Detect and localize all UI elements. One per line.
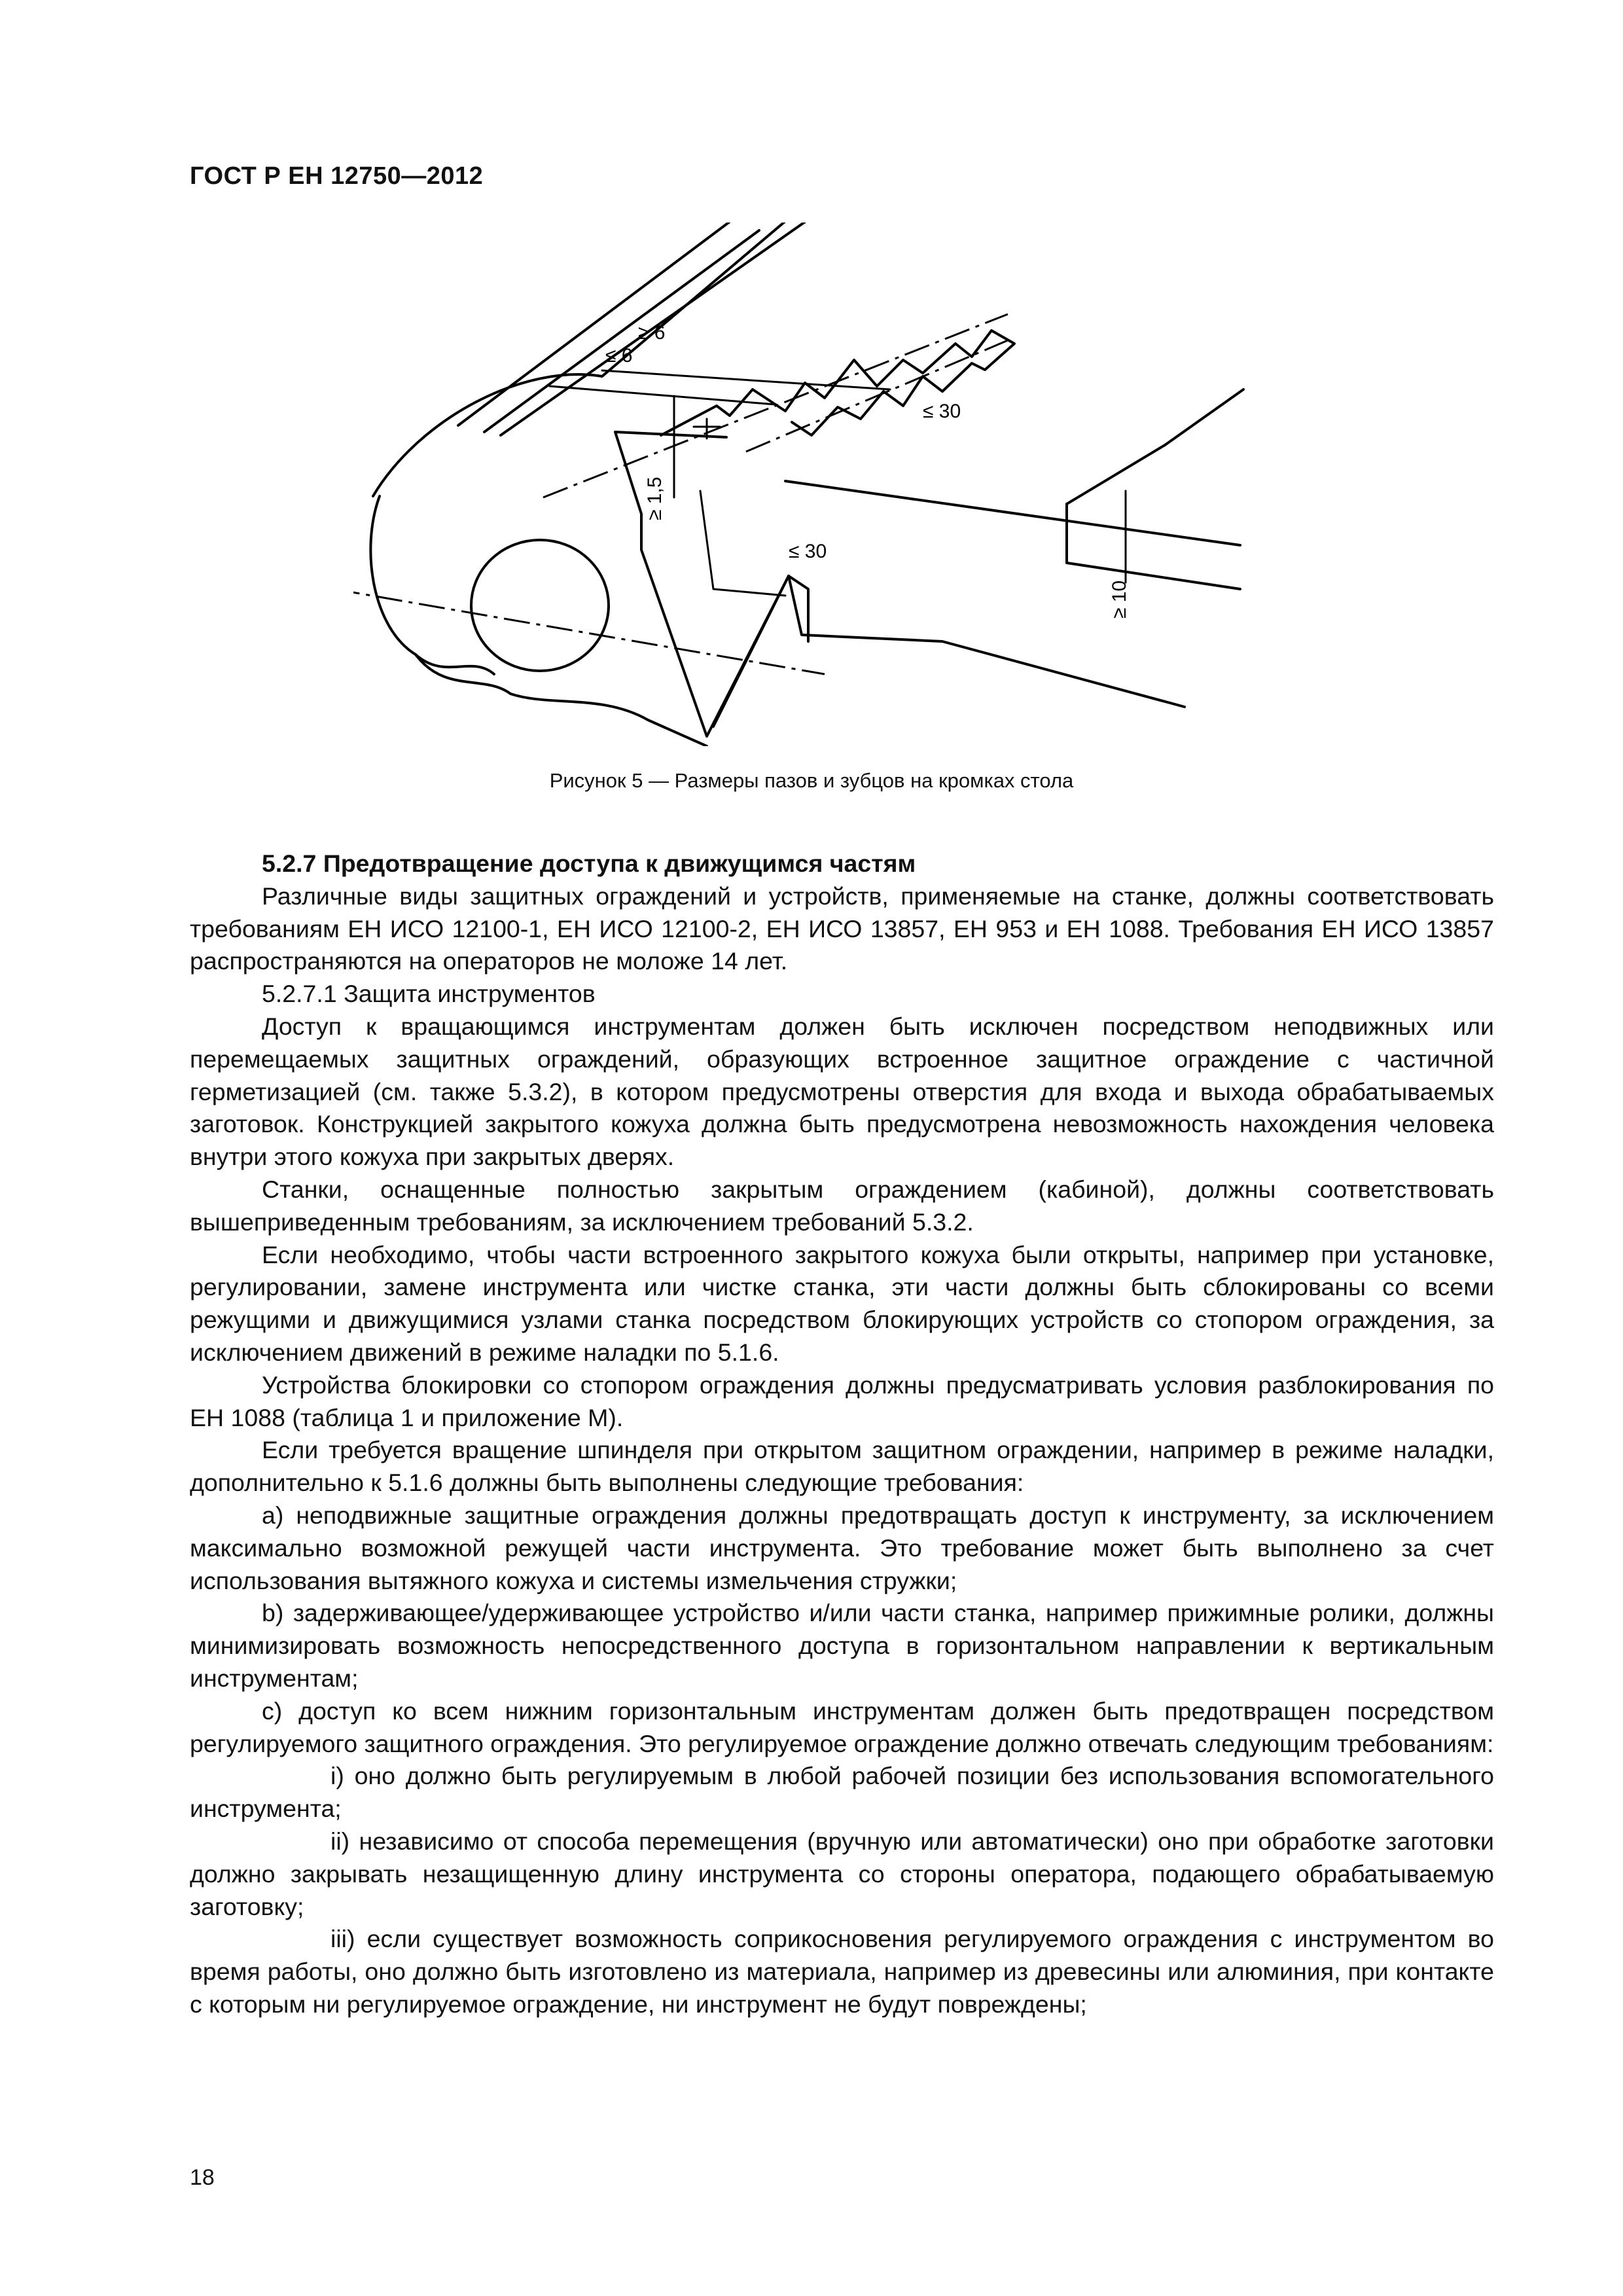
paragraph: Доступ к вращающимся инструментам должен быть исключен посредством неподвижных или перемещаемых защитных ограждений, образующих встроенное защитное ограждение с частичной герметизацией (см. также 5.3.2), в котором предусмотрены отверстия для входа и выхода обрабатываемых заготовок. Конструкцией закрытого кожуха должна быть предусмотрена невозможность нахождения человека внутри этого кожуха при закрытых дверях.	[190, 1012, 1494, 1171]
section-body	[190, 848, 1494, 2021]
drum-top-edge	[458, 223, 733, 425]
paragraph: Если требуется вращение шпинделя при открытом защитном ограждении, например в режиме наладки, дополнительно к 5.1.6 должны быть выполнены следующие требования:	[190, 1436, 1494, 1497]
figure-5-drawing	[353, 223, 1322, 746]
center-line-teeth	[746, 340, 1008, 452]
dim-label-le30-bottom: ≤ 30	[789, 541, 827, 562]
paragraph: Устройства блокировки со стопором ограждения должны предусматривать условия разблокирования по ЕН 1088 (таблица 1 и приложение М).	[190, 1371, 1494, 1431]
dim-label-ge6: ≥ 6	[638, 322, 666, 344]
subsection-heading: 5.2.7.1 Защита инструментов	[262, 980, 596, 1008]
list-item-b: b) задерживающее/удерживающее устройство и/или части станка, например прижимные ролики, должны минимизировать возможность непосредственного доступа в горизонтальном направлении к вертикальным инструментам;	[190, 1599, 1494, 1692]
dim-line-bottom	[700, 491, 785, 596]
section-heading: 5.2.7 Предотвращение доступа к движущимся частям	[262, 850, 916, 877]
paragraph: Если необходимо, чтобы части встроенного закрытого кожуха были открыты, например при установке, регулировании, замене инструмента или чистке станка, эти части должны быть сблокированы со всеми режущими и движущимися узлами станка посредством блокирующих устройств со стопором ограждения, за исключением движений в режиме наладки по 5.1.6.	[190, 1240, 1494, 1366]
document-code-header: ГОСТ Р ЕН 12750—2012	[190, 162, 484, 190]
table-wedge	[615, 432, 789, 736]
dim-label-le30-top: ≤ 30	[923, 401, 961, 422]
list-item-c: c) доступ ко всем нижним горизонтальным инструментам должен быть предотвращен посредством регулируемого защитного ограждения. Это регулируемое ограждение должно отвечать следующим требованиям:	[190, 1696, 1494, 1757]
paragraph: Станки, оснащенные полностью закрытым ограждением (кабиной), должны соответствовать вышеприведенным требованиям, за исключением требований 5.3.2.	[190, 1175, 1494, 1236]
paragraph: Различные виды защитных ограждений и устройств, применяемые на станке, должны соответствовать требованиям ЕН ИСО 12100-1, ЕН ИСО 12100-2, ЕН ИСО 13857, ЕН 953 и ЕН 1088. Требования ЕН ИСО 13857 распространяются на операторов не моложе 14 лет.	[190, 882, 1494, 975]
dim-label-le6: ≤ 6	[605, 345, 633, 367]
drum-outline	[373, 223, 785, 496]
dim-label-ge10: ≥ 10	[1109, 580, 1130, 619]
spindle-circle	[471, 540, 609, 671]
dim-label-ge1-5: ≥ 1,5	[644, 476, 666, 520]
figure-caption: Рисунок 5 — Размеры пазов и зубцов на кромках стола	[549, 769, 1074, 792]
table-edge-right	[1067, 504, 1240, 589]
list-item-c-ii: ii) независимо от способа перемещения (вручную или автоматически) оно при обработке заготовки должно закрывать незащищенную длину инструмента со стороны оператора, подающего обрабатываемую заготовку;	[190, 1827, 1494, 1920]
page-number: 18	[190, 2165, 215, 2190]
table-right-rise	[1067, 389, 1243, 504]
table-edge-upper	[785, 481, 1240, 545]
list-item-a: a) неподвижные защитные ограждения должны предотвращать доступ к инструменту, за исключением максимально возможной режущей части инструмента. Это требование может быть выполнено за счет использования вытяжного кожуха и системы измельчения стружки;	[190, 1501, 1494, 1594]
list-item-c-iii: iii) если существует возможность соприкосновения регулируемого ограждения с инструментом во время работы, оно должно быть изготовлено из материала, например из древесины или алюминия, при контакте с которым ни регулируемое ограждение, ни инструмент не будут повреждены;	[190, 1925, 1494, 2018]
list-item-c-i: i) оно должно быть регулируемым в любой рабочей позиции без использования вспомогательного инструмента;	[190, 1762, 1494, 1823]
table-teeth	[661, 331, 1014, 435]
